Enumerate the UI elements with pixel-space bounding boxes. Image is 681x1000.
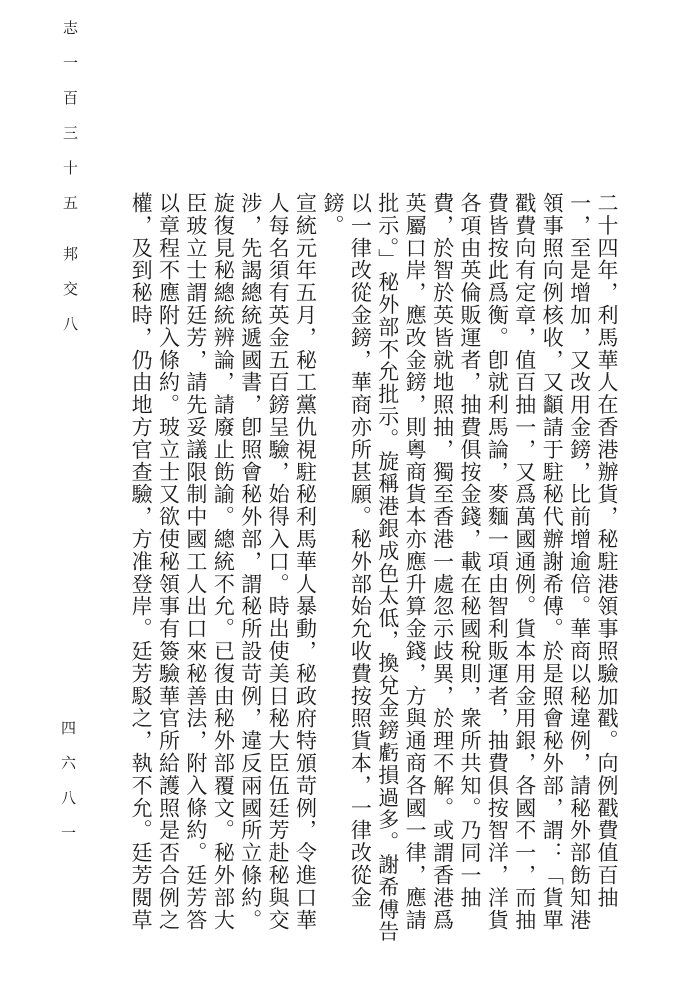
page-number: 四 六 八 一 xyxy=(59,720,77,841)
paragraph-1: 二十四年，利馬華人在香港辦貨，秘駐港領事照驗加戳。向例戳費值百抽一，至是增加，又改用金鎊，比前增逾倍。華商以秘違例，請秘外部飭知港領事照向例核收，又顲請于駐秘代辦謝希傅。於是照會秘外部，謂：「貨單戳費向有定章，值百抽一，又爲萬國通例。貨本用金用銀，各國不一，而抽費皆按此爲衡。卽就利馬論，麥麵一項由智利販運者，抽費俱按智洋，洋貨各項由英倫販運者，抽費俱按金錢，載在秘國稅則，衆所共知。乃同一抽費，於智於英皆就地照抽，獨至香港一處忽示歧異，於理不解。或謂香港爲英屬口岸，應改金鎊，則粵商貨本亦應升算金錢，方與通商各國一律，應請批示。」秘外部不允批示。旋稱港銀成色太低，換兌金鎊虧損過多。謝希傅告以一律改從金鎊，華商亦所甚願。秘外部始允收費按照貨本，一律改從金鎊。 xyxy=(320,192,619,944)
running-head-section: 志 一 百 三 十 五 邦 交 八 xyxy=(61,20,79,332)
main-text-block xyxy=(96,192,620,950)
paragraph-2: 宣統元年五月，秘工黨仇視駐秘利馬華人暴動，秘政府特頒苛例，令進口華人每名須有英金五百鎊呈驗，始得入口。時出使美日秘大臣伍廷芳赴秘與交涉，先謁總統遞國書，卽照會秘外部，謂秘所設苛例，違反兩國所立條約。旋復見秘總統辨論，請廢止飭諭。總統不允。已復由秘外部覆文。秘外部大臣玻立士謂廷芳，請先妥議限制中國工人出口來秘善法，附入條約。廷芳答以章程不應附入條約。玻立士又欲使秘領事有簽驗華官所給護照是否合例之權，及到秘時，仍由地方官查驗，方准登岸。廷芳駁之，執不允。廷芳閱草 xyxy=(129,192,318,932)
